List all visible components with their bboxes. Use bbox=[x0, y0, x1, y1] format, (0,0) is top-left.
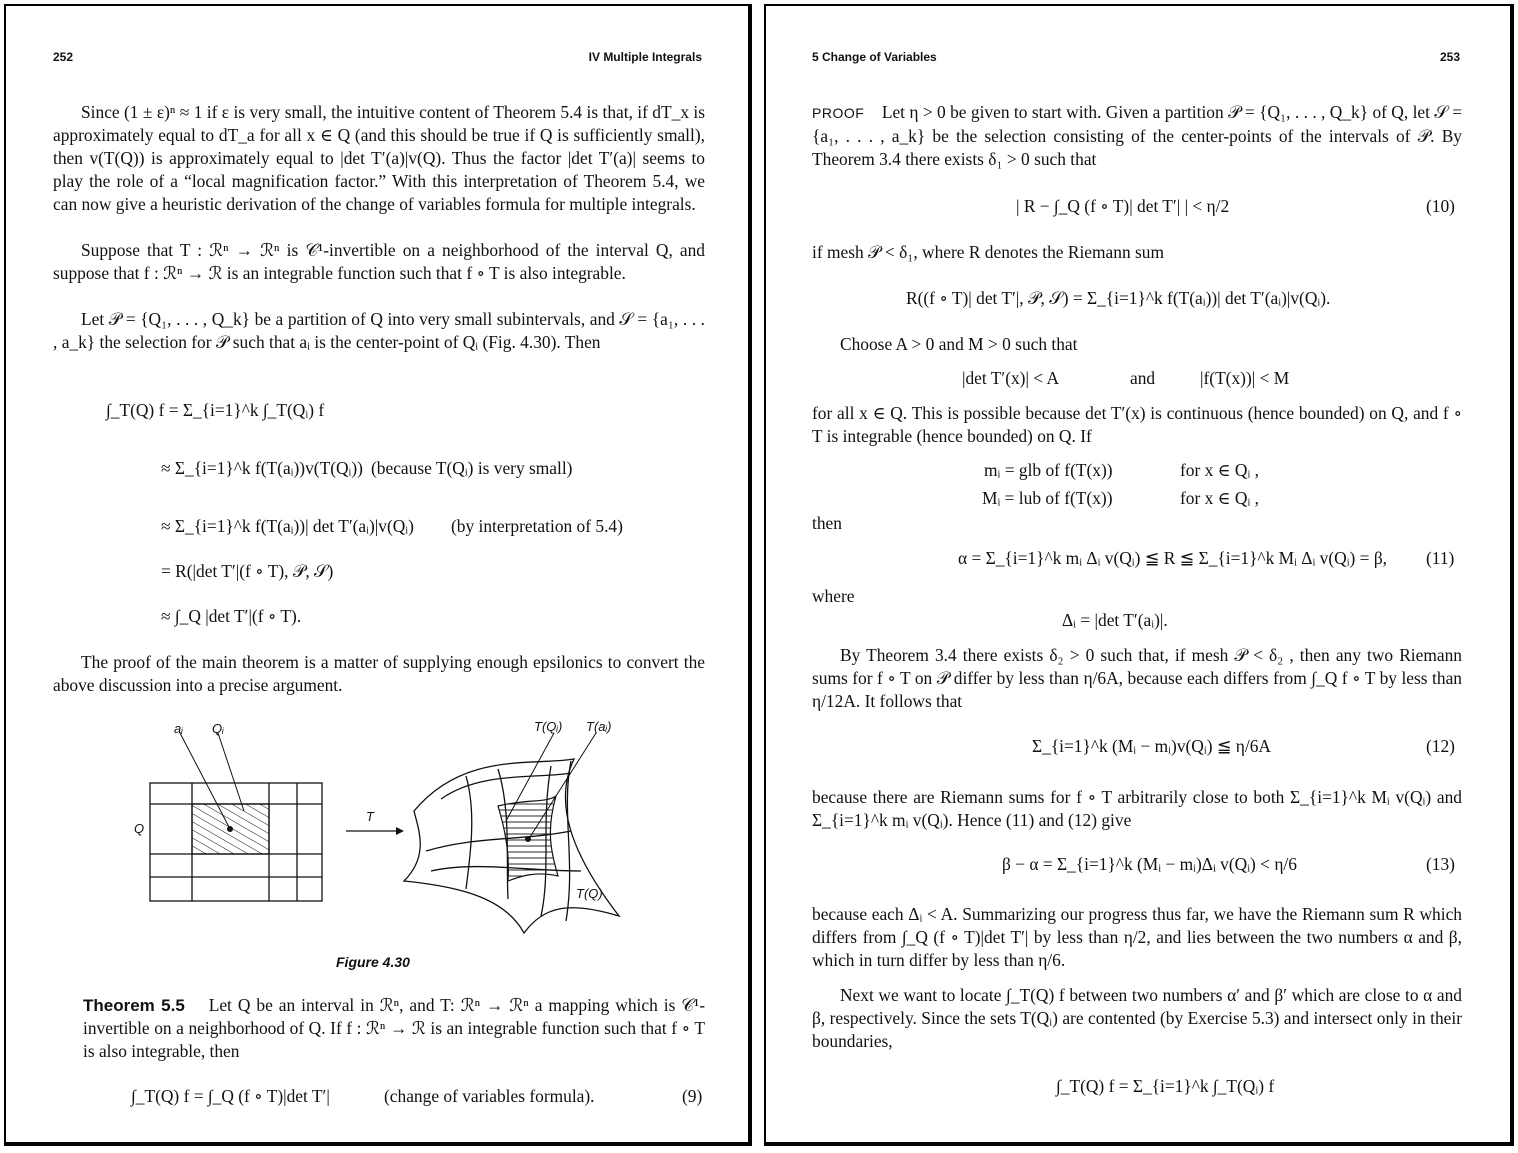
figure-4-30 bbox=[126, 711, 626, 936]
label-t-q: T(Q) bbox=[576, 886, 603, 901]
theorem-label: Theorem 5.5 bbox=[83, 996, 185, 1015]
page-number-left: 252 bbox=[53, 50, 74, 64]
proof-paragraph-1 bbox=[812, 101, 1462, 171]
proof-paragraph-3: By Theorem 3.4 there exists δ₂ > 0 such that, if mesh 𝒫 < δ₂ , then any two Riemann sums for f ∘ T on 𝒫 differ by less than η/6A, because each differs from ∫_Q f ∘ T by less than η/12A. It follows that bbox=[812, 645, 1462, 711]
paragraph-epsilonics: The proof of the main theorem is a matter of supplying enough epsilonics to convert the above discussion into a precise argument. bbox=[53, 652, 705, 695]
derivation-line-5: ≈ ∫_Q |det T′|(f ∘ T). bbox=[161, 606, 302, 626]
running-head-left: IV Multiple Integrals bbox=[588, 50, 702, 64]
paragraph-intuitive-content: Since (1 ± ε)ⁿ ≈ 1 if ε is very small, the intuitive content of Theorem 5.4 is that, if dT_x is approximately equal to dT_a for all x ∈ Q (and this should be true if Q is sufficiently small), then v(T(Q)) is approximately equal to |det T′(a)|v(Q). Thus the factor |det T′(a)| seems to play the role of a “local magnification factor.” With this interpretation of Theorem 5.4, we can now give a heuristic derivation of the change of variables formula for multiple integrals. bbox=[53, 102, 705, 214]
label-q-i: Qᵢ bbox=[212, 721, 224, 736]
paragraph-suppose: Suppose that T : ℛⁿ → ℛⁿ is 𝒞¹-invertible on a neighborhood of the interval Q, and suppose that f : ℛⁿ → ℛ is an integrable function such that f ∘ T is also integrable. bbox=[53, 240, 705, 283]
equation-number-12: (12) bbox=[1426, 736, 1455, 756]
label-a-i: aᵢ bbox=[174, 721, 183, 736]
leader-line-ta bbox=[530, 733, 596, 837]
derivation-line-4: = R(|det T′|(f ∘ T), 𝒫, 𝒮) bbox=[161, 561, 334, 581]
proof-label: PROOF bbox=[812, 105, 865, 121]
proof-paragraph-6: Next we want to locate ∫_T(Q) f between two numbers α′ and β′ which are close to α and β, respectively. Since the sets T(Qᵢ) are contented (by Exercise 5.3) and intersect only in their boundaries, bbox=[812, 985, 1462, 1051]
page-number-right: 253 bbox=[1439, 50, 1460, 64]
formula-note: (change of variables formula). bbox=[384, 1086, 595, 1106]
equation-number-9: (9) bbox=[682, 1086, 703, 1106]
theorem-text: Let Q be an interval in ℛⁿ, and T: ℛⁿ → ℛⁿ a mapping which is 𝒞¹-invertible on a neighborhood of Q. If f : ℛⁿ → ℛ is an integrable function such that f ∘ T is also integrable, then bbox=[83, 995, 705, 1061]
equation-13: β − α = Σ_{i=1}^k (Mᵢ − mᵢ)Δᵢ v(Qᵢ) < η/6 bbox=[1002, 854, 1297, 874]
equation-number-10: (10) bbox=[1426, 196, 1455, 216]
label-q: Q bbox=[134, 821, 145, 836]
derivation-line-2: ≈ Σ_{i=1}^k f(T(aᵢ))v(T(Qᵢ)) bbox=[161, 458, 363, 478]
where-word: where bbox=[812, 586, 855, 606]
proof-paragraph-5: because each Δᵢ < A. Summarizing our progress thus far, we have the Riemann sum R which differs from ∫_Q (f ∘ T)|det T′| by less than η/2, and lies between the two numbers α and β, which in turn differ by less than η/6. bbox=[812, 904, 1462, 970]
label-t-q-i: T(Qᵢ) bbox=[534, 719, 563, 734]
derivation-line-1: ∫_T(Q) f = Σ_{i=1}^k ∫_T(Qᵢ) f bbox=[106, 400, 325, 420]
riemann-sum-definition: R((f ∘ T)| det T′|, 𝒫, 𝒮) = Σ_{i=1}^k f(T(aᵢ))| det T′(aᵢ)|v(Qᵢ). bbox=[906, 288, 1331, 308]
bound-and: and bbox=[1130, 368, 1156, 388]
derivation-line-3: ≈ Σ_{i=1}^k f(T(aᵢ))| det T′(aᵢ)|v(Qᵢ) bbox=[161, 516, 414, 536]
then-word: then bbox=[812, 513, 842, 533]
center-point-dot bbox=[227, 826, 233, 832]
left-page bbox=[4, 4, 752, 1146]
bound-det: |det T′(x)| < A bbox=[962, 368, 1060, 388]
right-page bbox=[764, 4, 1514, 1146]
mesh-line: if mesh 𝒫 < δ₁, where R denotes the Riemann sum bbox=[812, 242, 1164, 262]
proof-paragraph-2: for all x ∈ Q. This is possible because det T′(x) is continuous (hence bounded) on Q, and f ∘ T is integrable (hence bounded) on Q. If bbox=[812, 403, 1462, 446]
equation-11: α = Σ_{i=1}^k mᵢ Δᵢ v(Qᵢ) ≦ R ≦ Σ_{i=1}^k Mᵢ Δᵢ v(Qᵢ) = β, bbox=[958, 548, 1388, 568]
label-t-a-i: T(aᵢ) bbox=[586, 719, 612, 734]
paragraph-partition: Let 𝒫 = {Q₁, . . . , Q_k} be a partition of Q into very small subintervals, and 𝒮 = {a₁, . . . , a_k} the selection for 𝒫 such that aᵢ is the center-point of Qᵢ (Fig. 4.30). Then bbox=[53, 309, 705, 352]
def-m-upper: Mᵢ = lub of f(T(x)) bbox=[982, 488, 1113, 508]
figure-caption: Figure 4.30 bbox=[336, 954, 410, 970]
equation-number-13: (13) bbox=[1426, 854, 1455, 874]
def-m-lower-cond: for x ∈ Qᵢ , bbox=[1180, 460, 1259, 480]
delta-definition: Δᵢ = |det T′(aᵢ)|. bbox=[1062, 610, 1168, 630]
proof-text-1: Let η > 0 be given to start with. Given a partition 𝒫 = {Q₁, . . . , Q_k} of Q, let 𝒮 = {a₁, . . . , a_k} be the selection consisting of the center-points of the intervals of 𝒫. By Theorem 3.4 there exists δ₁ > 0 such that bbox=[812, 102, 1462, 169]
label-t: T bbox=[366, 809, 374, 824]
derivation-note-2: (by interpretation of 5.4) bbox=[451, 516, 623, 536]
derivation-note-1: (because T(Qᵢ) is very small) bbox=[371, 458, 573, 478]
theorem-5-5 bbox=[83, 994, 705, 1063]
equation-12: Σ_{i=1}^k (Mᵢ − mᵢ)v(Qᵢ) ≦ η/6A bbox=[1032, 736, 1271, 756]
running-head-right: 5 Change of Variables bbox=[812, 50, 937, 64]
equation-10: | R − ∫_Q (f ∘ T)| det T′| | < η/2 bbox=[1016, 196, 1230, 216]
final-equation: ∫_T(Q) f = Σ_{i=1}^k ∫_T(Qᵢ) f bbox=[1056, 1076, 1275, 1096]
equation-number-11: (11) bbox=[1426, 548, 1455, 568]
arrow-head-icon bbox=[396, 827, 404, 835]
choose-line: Choose A > 0 and M > 0 such that bbox=[840, 334, 1078, 354]
proof-paragraph-4: because there are Riemann sums for f ∘ T arbitrarily close to both Σ_{i=1}^k Mᵢ v(Qᵢ) and Σ_{i=1}^k mᵢ v(Qᵢ). Hence (11) and (12) give bbox=[812, 787, 1462, 830]
change-of-variables-formula: ∫_T(Q) f = ∫_Q (f ∘ T)|det T′| bbox=[131, 1086, 330, 1106]
leader-line-q bbox=[218, 733, 244, 811]
def-m-upper-cond: for x ∈ Qᵢ , bbox=[1180, 488, 1259, 508]
def-m-lower: mᵢ = glb of f(T(x)) bbox=[984, 460, 1113, 480]
bound-f: |f(T(x))| < M bbox=[1200, 368, 1290, 388]
